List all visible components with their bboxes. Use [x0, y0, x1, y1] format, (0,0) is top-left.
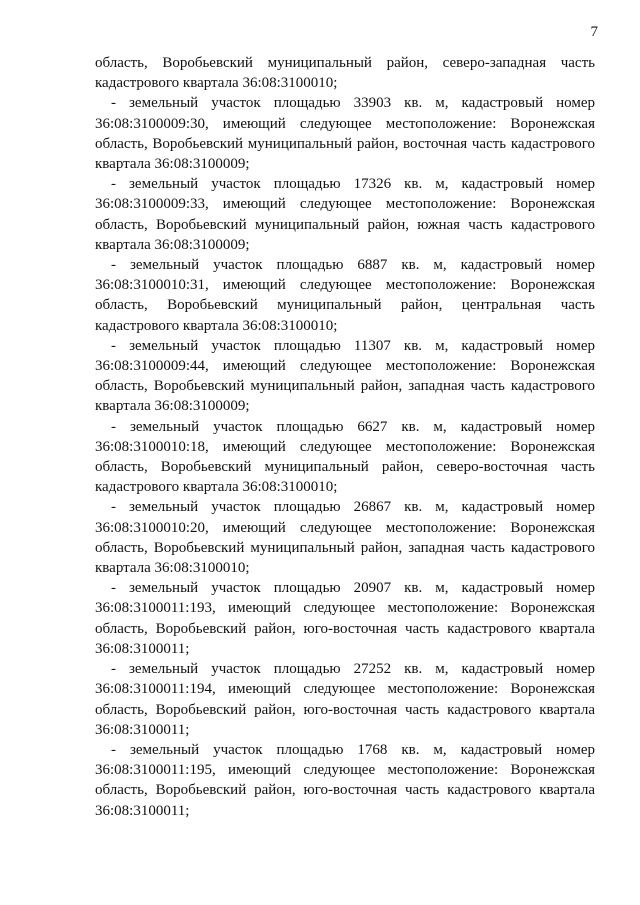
list-item-parcel: - земельный участок площадью 6887 кв. м, кадастровый номер 36:08:3100010:31, имеющий следующее местоположение: Воронежская область, Воробьевский муниципальный район, центральная часть кадастрового квартала 36:08:3100010;	[95, 257, 595, 334]
list-item-parcel: - земельный участок площадью 27252 кв. м, кадастровый номер 36:08:3100011:194, имеющий следующее местоположение: Воронежская область, Воробьевский район, юго-восточная часть кадастрового квартала 36:08:3100011;	[95, 661, 595, 738]
list-item-parcel: - земельный участок площадью 17326 кв. м, кадастровый номер 36:08:3100009:33, имеющий следующее местоположение: Воронежская область, Воробьевский муниципальный район, южная часть кадастрового квартала 36:08:3100009;	[95, 176, 595, 253]
list-item-parcel: - земельный участок площадью 11307 кв. м, кадастровый номер 36:08:3100009:44, имеющий следующее местоположение: Воронежская область, Воробьевский муниципальный район, западная часть кадастрового квартала 36:08:3100009;	[95, 337, 595, 415]
list-item-parcel: - земельный участок площадью 26867 кв. м, кадастровый номер 36:08:3100010:20, имеющий следующее местоположение: Воронежская область, Воробьевский муниципальный район, западная часть кадастрового квартала 36:08:3100010;	[95, 499, 595, 577]
list-item-parcel: - земельный участок площадью 33903 кв. м, кадастровый номер 36:08:3100009:30, имеющий следующее местоположение: Воронежская область, Воробьевский муниципальный район, восточная часть кадастрового квартала 36:08:3100009;	[95, 95, 595, 173]
document-body	[95, 53, 595, 821]
page-number: 7	[590, 24, 598, 40]
list-item-parcel: - земельный участок площадью 1768 кв. м, кадастровый номер 36:08:3100011:195, имеющий следующее местоположение: Воронежская область, Воробьевский район, юго-восточная часть кадастрового квартала 36:08:3100011;	[95, 741, 595, 819]
paragraph-continuation: область, Воробьевский муниципальный район, северо-западная часть кадастрового квартала 36:08:3100010;	[95, 55, 595, 92]
list-item-parcel: - земельный участок площадью 20907 кв. м, кадастровый номер 36:08:3100011:193, имеющий следующее местоположение: Воронежская область, Воробьевский район, юго-восточная часть кадастрового квартала 36:08:3100011;	[95, 580, 595, 657]
list-item-parcel: - земельный участок площадью 6627 кв. м, кадастровый номер 36:08:3100010:18, имеющий следующее местоположение: Воронежская область, Воробьевский муниципальный район, северо-восточная часть кадастрового квартала 36:08:3100010;	[95, 418, 595, 496]
